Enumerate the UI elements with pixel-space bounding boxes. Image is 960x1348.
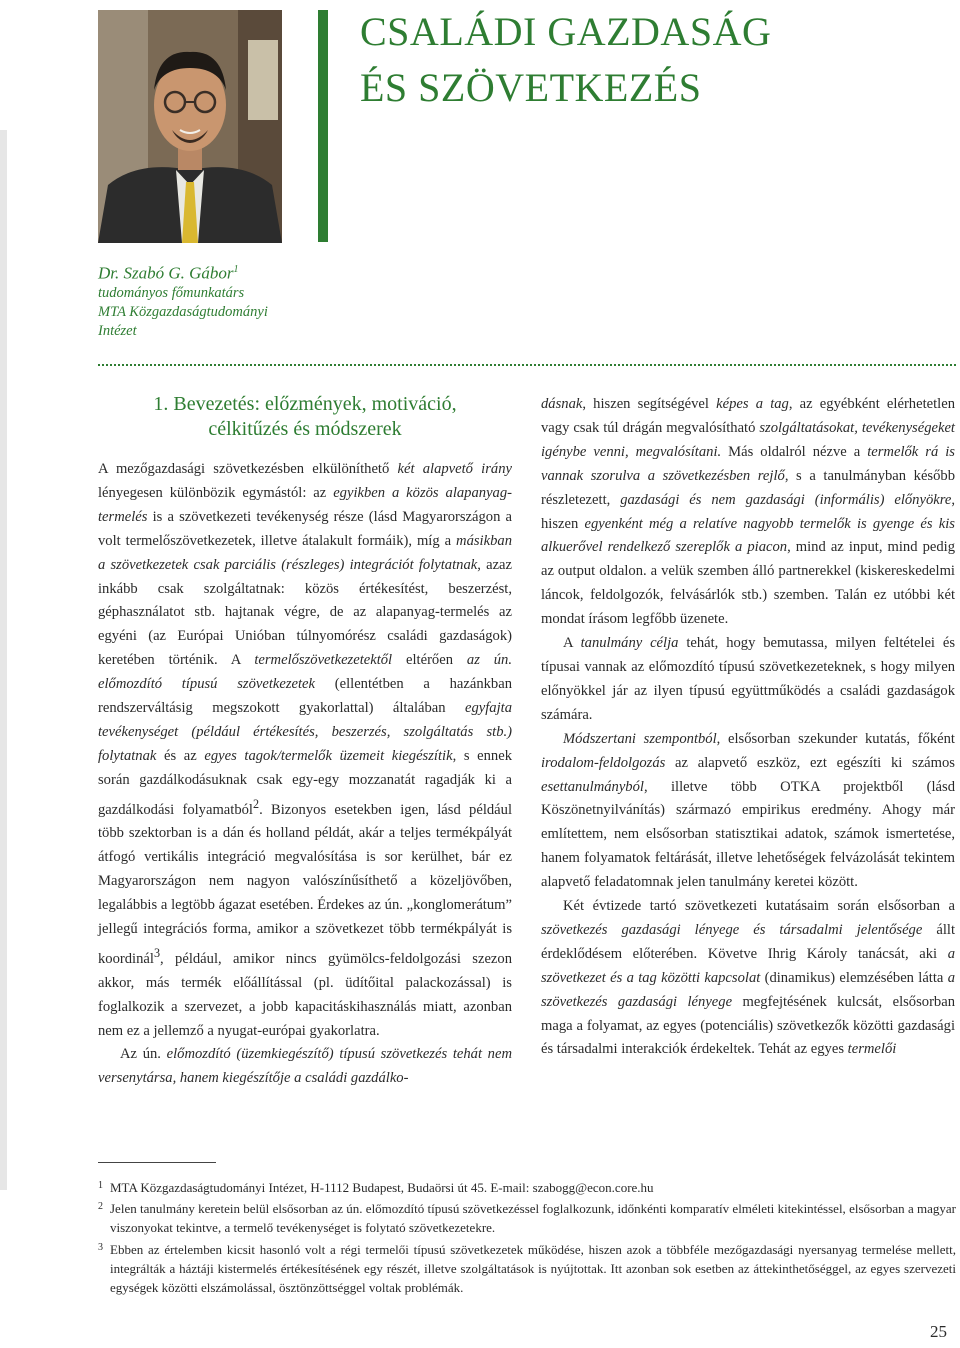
author-role: tudományos főmunkatárs xyxy=(98,284,245,301)
author-institution-1: MTA Közgazdaságtudományi xyxy=(98,303,268,320)
paragraph: A mezőgazdasági szövetkezésben elkülöníthető két alapvető irány lényegesen különbözik egymástól: az egyikben a közös alapanyag-termelés is a szövetkezeti tevékenység része (lásd Magyarországon a volt termelőszövetkezetek, illetve átalakult formáik), míg a másikban a szövetkezetek csak parciális (részleges) integrációt folytatnak, azaz inkább csak szolgáltatnak: közös értékesítést, beszerzést, géphasználatot stb. hajtanak végre, de az alapanyag-termelés az egyéni (az Európai Unióban túlnyomórész családi gazdaságok) keretében történik. A termelőszövetkezetektől eltérően az ún. előmozdító típusú szövetkezetek (ellentétben a hazánkban rendszerváltásig megszokott gyakorlattal) általában egyfajta tevékenységet (például értékesítés, beszerzés, szolgáltatás stb.) folytatnak és az egyes tagok/termelők üzemeit kiegészítik, s ennek során gazdálkodásuknak csak egy-egy mozzanatát ragadják ki a gazdálkodási folyamatból$^2$. Bizonyos esetekben igen, lásd például több szektorban is a dán és holland példát, akár a teljes termékpályát átfogó vertikális integráció megvalósítása is sor kerülhet, bár ez Magyarországon nem nagyon valószínűsíthető a közeljövőben, legalábbis a legtöbb ágazat esetében. Érdekes az ún. „konglomerátum” jellegű integrációs forma, amikor a szövetkezet több termékpályát is koordinál$^3$, például, amikor nincs gyümölcs-feldolgozási szezon akkor, más termék előállítással (pl. üdítőital palackozással) is foglalkozik a szervezet, a jobb kapacitáskihasználás miatt, azonban nem ez a jellemző a nyugat-európai gyakorlatra. xyxy=(98,461,513,1039)
author-photo xyxy=(98,10,282,243)
footnote-rule xyxy=(98,1162,216,1163)
right-column xyxy=(541,393,955,1062)
paragraph: A tanulmány célja tehát, hogy bemutassa, milyen feltételei és típusai vannak az előmozdító típusú szövetkezeteknek, s hogy milyen előnyökkel jár az ilyen típusú együttműködés a családi gazdaságok számára. xyxy=(541,635,955,723)
author-block xyxy=(98,260,268,341)
author-name: Dr. Szabó G. Gábor xyxy=(98,263,234,283)
author-footnote-ref: 1 xyxy=(233,264,239,275)
paragraph: dásnak, hiszen segítségével képes a tag, az egyébként elérhetetlen vagy csak túl drágán megvalósítható szolgáltatásokat, tevékenységeket igénybe venni, megvalósítani. Más oldalról nézve a termelők rá is vannak szorulva a szövetkezésben rejlő, s a tanulmányban később részletezett, gazdasági és nem gazdasági (informális) előnyökre, hiszen egyenként még a relatíve nagyobb termelők is gyenge és kis alkuerővel rendelkező szereplők a piacon, mind az input, mind pedig az output oldalon. a velük szemben álló partnerekkel (kiskereskedelmi láncok, feldolgozók, felvásárlók stb.) szemben. Talán ez utóbbi két mondat írásom legfőbb üzenete. xyxy=(541,396,955,628)
page-number: 25 xyxy=(930,1322,947,1341)
paragraph: Két évtizede tartó szövetkezeti kutatásaim során elsősorban a szövetkezés gazdasági lényege és társadalmi jelentősége állt érdeklődésem előterében. Követve Ihrig Károly tanácsát, aki a szövetkezet és a tag közötti kapcsolat (dinamikus) elemzésében látta a szövetkezés gazdasági lényege megfejtésének kulcsát, elsősorban maga a folyamat, az egyes (potenciális) szövetkezők közötti gazdasági és társadalmi interakciók érdekeltek. Tehát az egyes termelői xyxy=(541,898,956,1058)
author-institution-2: Intézet xyxy=(98,322,137,339)
left-column xyxy=(98,384,512,1091)
footnote-2: 2 Jelen tanulmány keretein belül elsősorban az ún. előmozdító típusú szövetkezéssel foglalkozunk, időnkénti komparatív elméleti kitekintéssel, elsősorban a magyar viszonyokat tekintve, a termelő tevékenységet is folytató szövetkezetekre. xyxy=(98,1201,956,1236)
title-line-1: CSALÁDI GAZDASÁG xyxy=(360,9,772,54)
footnote-3: 3 Ebben az értelemben kicsit hasonló volt a régi termelői típusú szövetkezetek működése, hiszen azok a többféle mezőgazdasági nyersanyag termelése mellett, integrálták a háztáji kistermelés értékesítésének egy részét, illetve szolgáltatások is nyújtottak. Itt azonban sok esetben az áttekinthetőséggel, az egyes szervezeti egységek közötti elszámolással, ösztönzöttséggel voltak problémák. xyxy=(98,1241,956,1296)
left-margin-rule xyxy=(0,130,7,1190)
title-line-2: ÉS SZÖVETKEZÉS xyxy=(360,65,702,110)
footnote-1: 1 MTA Közgazdaságtudományi Intézet, H-1112 Budapest, Budaörsi út 45. E-mail: szabogg@econ.core.hu xyxy=(98,1180,654,1195)
dotted-divider xyxy=(98,364,956,366)
section-heading: 1. Bevezetés: előzmények, motiváció, célkitűzés és módszerek xyxy=(153,393,457,440)
page-title xyxy=(360,4,771,116)
footnotes xyxy=(98,1178,956,1299)
paragraph: Az ún. előmozdító (üzemkiegészítő) típusú szövetkezés tehát nem versenytársa, hanem kiegészítője a családi gazdálko- xyxy=(98,1046,512,1087)
paragraph: Módszertani szempontból, elsősorban szekunder kutatás, főként irodalom-feldolgozás az alapvető eszköz, ezt egészíti ki számos esettanulmányból, illetve több OTKA projektből (lásd Köszönetnyilvánítás) származó empirikus eredmény. Ahogy már említettem, nem elsősorban statisztikai adatok, számok ismertetése, hanem folyamatok feltárását, illetve lehetőségek felvázolását tekintem alapvető feladatomnak jelen tanulmány keretei között. xyxy=(541,730,955,891)
title-accent-bar xyxy=(318,10,328,242)
